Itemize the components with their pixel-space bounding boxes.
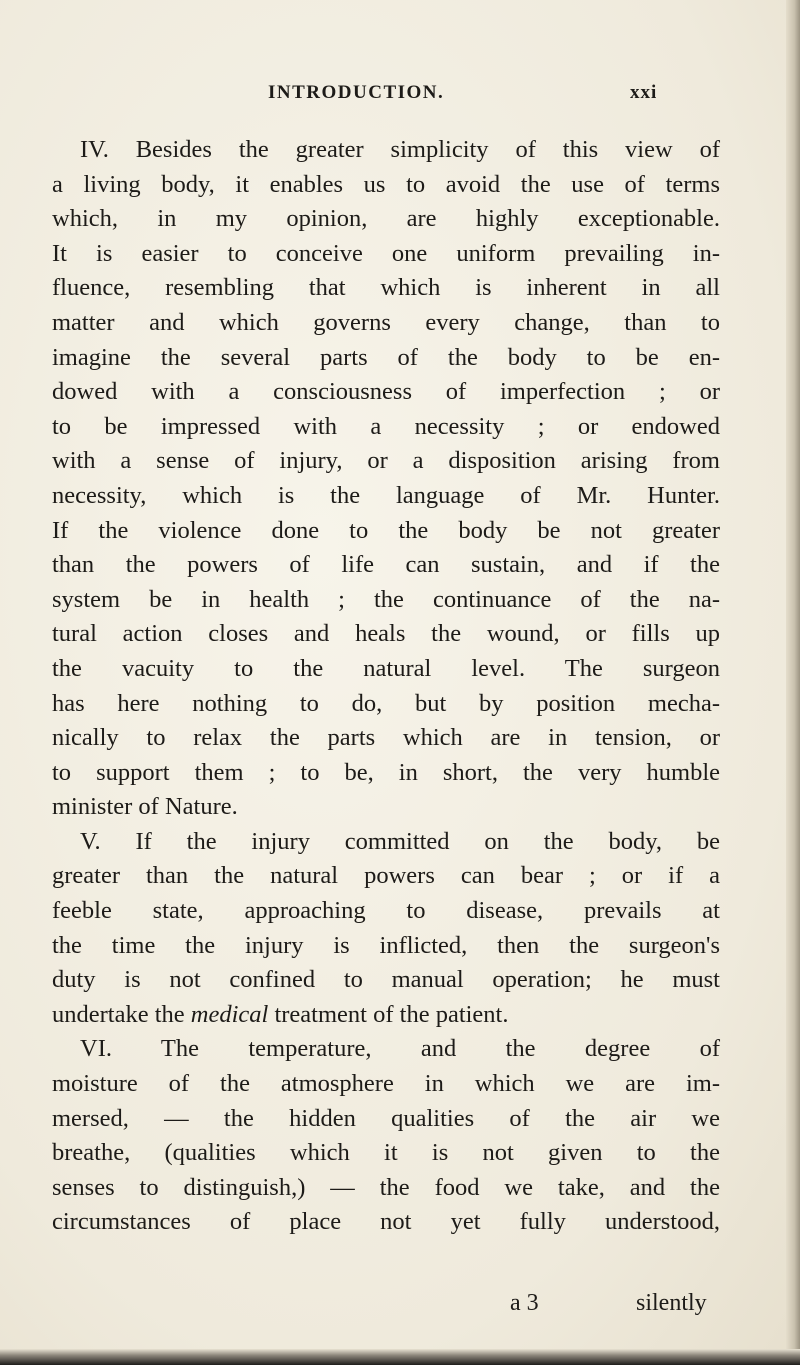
text-line: imagine the several parts of the body to be en- (52, 343, 720, 371)
text-line: nically to relax the parts which are in tension, or (52, 724, 720, 752)
text-line: matter and which governs every change, than to (52, 308, 720, 336)
body-text (52, 133, 720, 1240)
text-line: has here nothing to do, but by position mecha- (52, 689, 720, 717)
text-line: system be in health ; the continuance of the na- (52, 585, 720, 613)
page-bottom-edge (0, 1349, 800, 1365)
text-line: moisture of the atmosphere in which we are im- (52, 1070, 720, 1098)
text-line: the time the injury is inflicted, then the surgeon's (52, 931, 720, 959)
text-line: If the violence done to the body be not greater (52, 516, 720, 544)
text-line: fluence, resembling that which is inherent in all (52, 274, 720, 302)
signature-mark: a 3 (510, 1290, 539, 1316)
text-line: breathe, (qualities which it is not given to the (52, 1139, 720, 1167)
text-line: duty is not confined to manual operation; he must (52, 966, 720, 994)
text-line: feeble state, approaching to disease, prevails at (52, 897, 720, 925)
page-edge-shadow (786, 0, 800, 1365)
text-line: minister of Nature. (52, 793, 238, 821)
catchword: silently (636, 1290, 707, 1316)
page-footer (52, 1290, 720, 1324)
text-line: senses to distinguish,) — the food we take, and the (52, 1173, 720, 1201)
text-line: IV. Besides the greater simplicity of this view of (80, 136, 720, 163)
text-line: It is easier to conceive one uniform prevailing in- (52, 239, 720, 267)
text-line: with a sense of injury, or a disposition arising from (52, 447, 720, 475)
running-title: INTRODUCTION. (268, 82, 445, 103)
text-line: than the powers of life can sustain, and if the (52, 551, 720, 579)
text-line: VI. The temperature, and the degree of (80, 1035, 720, 1063)
text-line: mersed, — the hidden qualities of the air we (52, 1104, 720, 1132)
text-line: the vacuity to the natural level. The surgeon (52, 654, 720, 682)
text-line: dowed with a consciousness of imperfection ; or (52, 378, 720, 406)
text-line: a living body, it enables us to avoid the use of terms (52, 170, 720, 198)
text-line: V. If the injury committed on the body, be (80, 827, 720, 855)
page-number: xxi (630, 82, 658, 103)
text-line: to support them ; to be, in short, the very humble (52, 758, 720, 786)
text-line: circumstances of place not yet fully understood, (52, 1208, 720, 1236)
text-line: to be impressed with a necessity ; or endowed (52, 412, 720, 440)
text-line: tural action closes and heals the wound, or fills up (52, 620, 720, 648)
text-line: greater than the natural powers can bear ; or if a (52, 862, 720, 890)
text-line: undertake the medical treatment of the patient. (52, 1000, 509, 1028)
running-header (0, 82, 800, 112)
text-line: which, in my opinion, are highly exceptionable. (52, 205, 720, 233)
text-line: necessity, which is the language of Mr. Hunter. (52, 481, 720, 509)
